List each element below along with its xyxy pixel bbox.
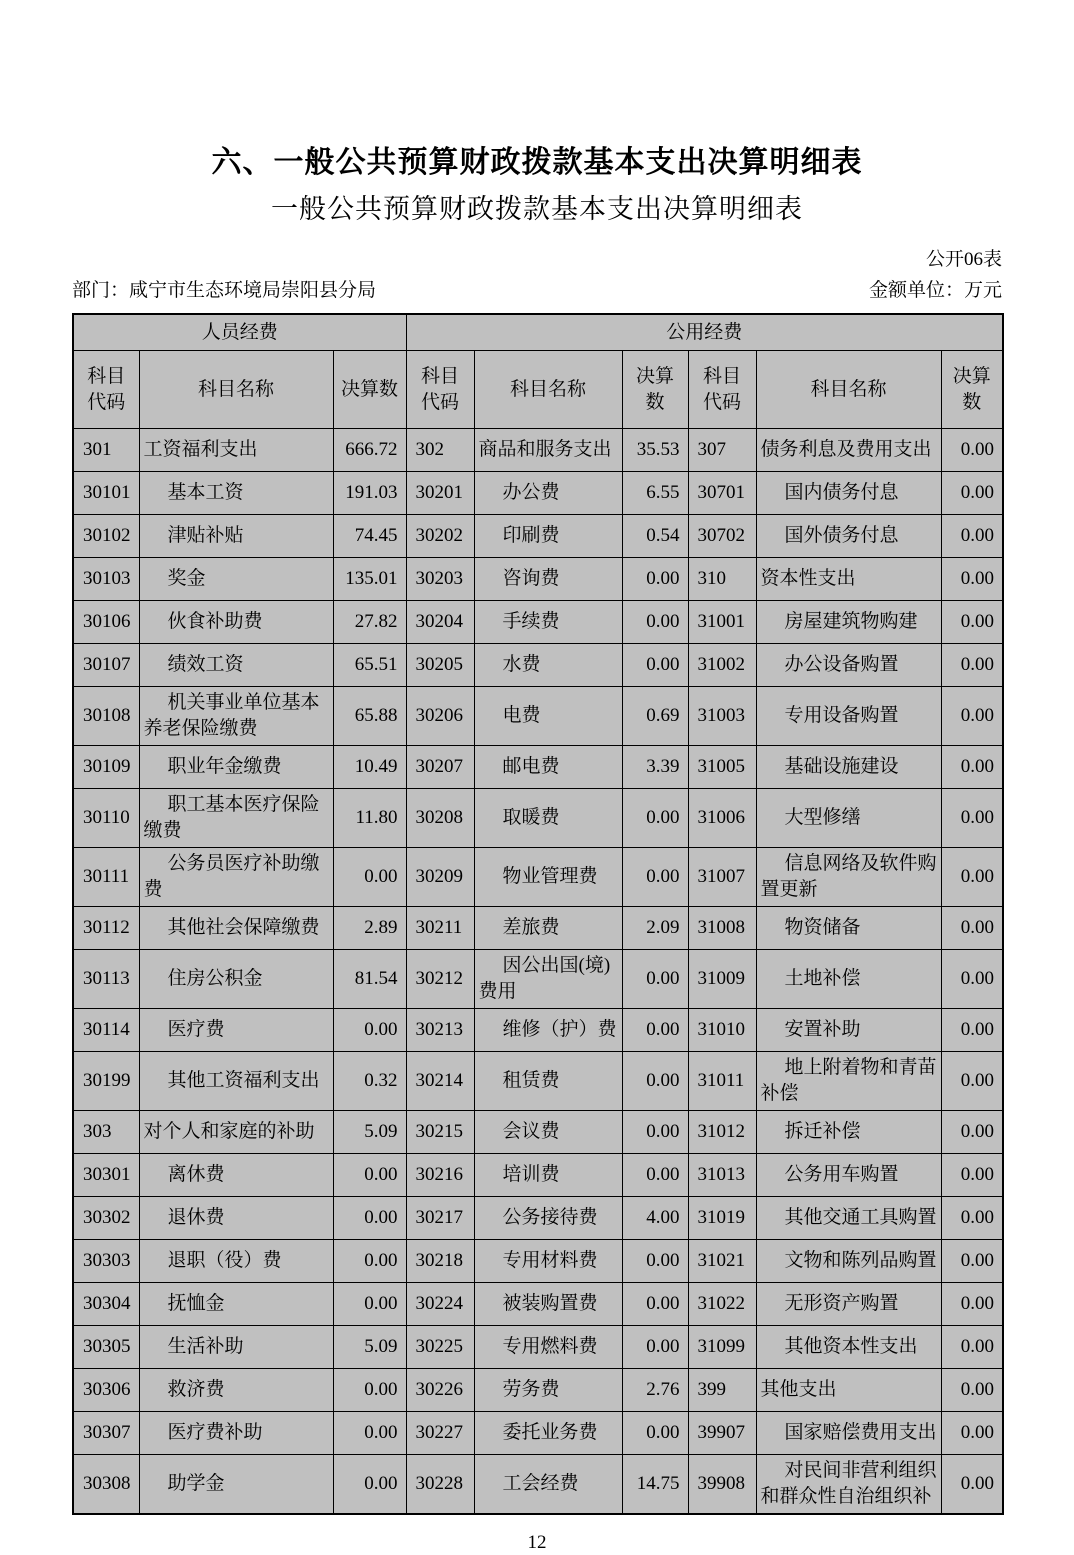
- code-cell: 30702: [688, 515, 756, 558]
- code-cell: 30228: [406, 1455, 474, 1515]
- table-row: [73, 601, 1003, 644]
- col-header-code-label: 科目代码: [87, 365, 126, 413]
- name-cell: 专用设备购置: [756, 687, 941, 746]
- value-cell: 0.00: [941, 472, 1003, 515]
- value-cell: 0.00: [622, 1283, 688, 1326]
- value-cell: 0.00: [622, 1052, 688, 1111]
- name-cell: 物业管理费: [474, 848, 622, 907]
- col-header-value-label: 决算数: [952, 365, 991, 413]
- name-cell: 专用燃料费: [474, 1326, 622, 1369]
- code-cell: 30701: [688, 472, 756, 515]
- name-cell: 伙食补助费: [139, 601, 333, 644]
- code-cell: 31003: [688, 687, 756, 746]
- code-cell: 30305: [73, 1326, 139, 1369]
- code-cell: 30109: [73, 746, 139, 789]
- meta-line: [72, 279, 1002, 303]
- name-cell: 医疗费补助: [139, 1412, 333, 1455]
- name-cell: 房屋建筑物购建: [756, 601, 941, 644]
- col-header-code-label: 科目代码: [421, 365, 460, 413]
- code-cell: 30102: [73, 515, 139, 558]
- value-cell: 0.00: [941, 1111, 1003, 1154]
- name-cell: 绩效工资: [139, 644, 333, 687]
- table-row: [73, 1455, 1003, 1515]
- code-cell: 30108: [73, 687, 139, 746]
- name-cell: 专用材料费: [474, 1240, 622, 1283]
- code-cell: 30211: [406, 907, 474, 950]
- code-cell: 30209: [406, 848, 474, 907]
- code-cell: 30207: [406, 746, 474, 789]
- code-cell: 30206: [406, 687, 474, 746]
- code-cell: 30202: [406, 515, 474, 558]
- code-cell: 30201: [406, 472, 474, 515]
- col-header-code-label: 科目代码: [703, 365, 742, 413]
- col-header-name: 科目名称: [139, 351, 333, 429]
- unit-label: 金额单位：万元: [868, 280, 1002, 301]
- table-row: [73, 687, 1003, 746]
- code-cell: 30110: [73, 789, 139, 848]
- department-label: 部门：咸宁市生态环境局崇阳县分局: [72, 280, 377, 301]
- value-cell: 0.00: [333, 1283, 406, 1326]
- col-header-name: 科目名称: [474, 351, 622, 429]
- value-cell: 5.09: [333, 1326, 406, 1369]
- name-cell: 资本性支出: [756, 558, 941, 601]
- value-cell: 0.00: [941, 950, 1003, 1009]
- value-cell: 2.76: [622, 1369, 688, 1412]
- name-cell: 基本工资: [139, 472, 333, 515]
- name-cell: 退休费: [139, 1197, 333, 1240]
- name-cell: 无形资产购置: [756, 1283, 941, 1326]
- name-cell: 职业年金缴费: [139, 746, 333, 789]
- value-cell: 0.00: [333, 1369, 406, 1412]
- code-cell: 30199: [73, 1052, 139, 1111]
- value-cell: 0.00: [941, 1283, 1003, 1326]
- code-cell: 30218: [406, 1240, 474, 1283]
- table-row: [73, 950, 1003, 1009]
- code-cell: 30212: [406, 950, 474, 1009]
- value-cell: 4.00: [622, 1197, 688, 1240]
- value-cell: 81.54: [333, 950, 406, 1009]
- table-row: [73, 644, 1003, 687]
- value-cell: 0.00: [941, 789, 1003, 848]
- name-cell: 债务利息及费用支出: [756, 429, 941, 472]
- value-cell: 135.01: [333, 558, 406, 601]
- value-cell: 0.00: [622, 644, 688, 687]
- name-cell: 安置补助: [756, 1009, 941, 1052]
- name-cell: 邮电费: [474, 746, 622, 789]
- value-cell: 0.00: [333, 1412, 406, 1455]
- value-cell: 65.51: [333, 644, 406, 687]
- code-cell: 30114: [73, 1009, 139, 1052]
- name-cell: 大型修缮: [756, 789, 941, 848]
- value-cell: 0.00: [941, 1197, 1003, 1240]
- value-cell: 0.00: [941, 687, 1003, 746]
- page-subtitle: 一般公共预算财政拨款基本支出决算明细表: [271, 194, 803, 224]
- code-cell: 30217: [406, 1197, 474, 1240]
- code-cell: 31006: [688, 789, 756, 848]
- code-cell: 301: [73, 429, 139, 472]
- table-body: [73, 429, 1003, 1515]
- code-cell: 30307: [73, 1412, 139, 1455]
- name-cell: 基础设施建设: [756, 746, 941, 789]
- col-header-value: 决算数: [333, 351, 406, 429]
- name-cell: 离休费: [139, 1154, 333, 1197]
- name-cell: 培训费: [474, 1154, 622, 1197]
- value-cell: 27.82: [333, 601, 406, 644]
- name-cell: 会议费: [474, 1111, 622, 1154]
- value-cell: 0.00: [333, 1455, 406, 1515]
- value-cell: 0.00: [941, 644, 1003, 687]
- name-cell: 办公费: [474, 472, 622, 515]
- code-cell: 31009: [688, 950, 756, 1009]
- table-row: [73, 1412, 1003, 1455]
- value-cell: 0.00: [622, 601, 688, 644]
- value-cell: 0.00: [941, 907, 1003, 950]
- name-cell: 手续费: [474, 601, 622, 644]
- value-cell: 0.00: [333, 1240, 406, 1283]
- value-cell: 3.39: [622, 746, 688, 789]
- value-cell: 0.00: [622, 950, 688, 1009]
- value-cell: 0.00: [941, 746, 1003, 789]
- name-cell: 取暖费: [474, 789, 622, 848]
- name-cell: 奖金: [139, 558, 333, 601]
- value-cell: 0.00: [333, 1009, 406, 1052]
- page-title: 六、一般公共预算财政拨款基本支出决算明细表: [211, 146, 863, 179]
- code-cell: 30216: [406, 1154, 474, 1197]
- name-cell: 土地补偿: [756, 950, 941, 1009]
- name-cell: 公务员医疗补助缴费: [139, 848, 333, 907]
- name-cell: 工会经费: [474, 1455, 622, 1515]
- code-cell: 31005: [688, 746, 756, 789]
- value-cell: 0.00: [333, 1197, 406, 1240]
- table-row: [73, 1369, 1003, 1412]
- table-row: [73, 1326, 1003, 1369]
- value-cell: 14.75: [622, 1455, 688, 1515]
- value-cell: 11.80: [333, 789, 406, 848]
- value-cell: 0.00: [941, 848, 1003, 907]
- code-cell: 39908: [688, 1455, 756, 1515]
- code-cell: 30308: [73, 1455, 139, 1515]
- value-cell: 0.00: [622, 1412, 688, 1455]
- table-row: [73, 746, 1003, 789]
- value-cell: 0.00: [622, 1009, 688, 1052]
- code-cell: 39907: [688, 1412, 756, 1455]
- value-cell: 2.89: [333, 907, 406, 950]
- name-cell: 信息网络及软件购置更新: [756, 848, 941, 907]
- code-cell: 31011: [688, 1052, 756, 1111]
- col-header-code: [73, 351, 139, 429]
- code-cell: 31022: [688, 1283, 756, 1326]
- name-cell: 水费: [474, 644, 622, 687]
- code-cell: 30301: [73, 1154, 139, 1197]
- value-cell: 0.00: [941, 1240, 1003, 1283]
- col-header-code: [688, 351, 756, 429]
- code-cell: 30107: [73, 644, 139, 687]
- code-cell: 30103: [73, 558, 139, 601]
- value-cell: 0.00: [941, 515, 1003, 558]
- value-cell: 6.55: [622, 472, 688, 515]
- name-cell: 职工基本医疗保险缴费: [139, 789, 333, 848]
- code-cell: 30214: [406, 1052, 474, 1111]
- code-cell: 30203: [406, 558, 474, 601]
- code-cell: 307: [688, 429, 756, 472]
- code-cell: 399: [688, 1369, 756, 1412]
- name-cell: 公务用车购置: [756, 1154, 941, 1197]
- table-row: [73, 558, 1003, 601]
- value-cell: 0.54: [622, 515, 688, 558]
- name-cell: 地上附着物和青苗补偿: [756, 1052, 941, 1111]
- table-row: [73, 1154, 1003, 1197]
- group-header-personnel: 人员经费: [73, 314, 406, 351]
- name-cell: 公务接待费: [474, 1197, 622, 1240]
- code-cell: 30215: [406, 1111, 474, 1154]
- table-row: [73, 1240, 1003, 1283]
- name-cell: 对个人和家庭的补助: [139, 1111, 333, 1154]
- code-cell: 31007: [688, 848, 756, 907]
- name-cell: 退职（役）费: [139, 1240, 333, 1283]
- value-cell: 10.49: [333, 746, 406, 789]
- code-cell: 31010: [688, 1009, 756, 1052]
- value-cell: 0.00: [941, 1412, 1003, 1455]
- name-cell: 救济费: [139, 1369, 333, 1412]
- value-cell: 666.72: [333, 429, 406, 472]
- table-row: [73, 789, 1003, 848]
- value-cell: 35.53: [622, 429, 688, 472]
- table-code-label: 公开06表: [925, 249, 1002, 270]
- value-cell: 74.45: [333, 515, 406, 558]
- code-cell: 31013: [688, 1154, 756, 1197]
- name-cell: 维修（护）费: [474, 1009, 622, 1052]
- value-cell: 0.00: [941, 1326, 1003, 1369]
- table-row: [73, 1009, 1003, 1052]
- code-cell: 30227: [406, 1412, 474, 1455]
- value-cell: 0.00: [941, 1455, 1003, 1515]
- col-header-value-label: 决算数: [636, 365, 675, 413]
- name-cell: 医疗费: [139, 1009, 333, 1052]
- value-cell: 0.00: [622, 789, 688, 848]
- name-cell: 其他社会保障缴费: [139, 907, 333, 950]
- table-row: [73, 907, 1003, 950]
- name-cell: 物资储备: [756, 907, 941, 950]
- table-row: [73, 1197, 1003, 1240]
- name-cell: 住房公积金: [139, 950, 333, 1009]
- name-cell: 其他工资福利支出: [139, 1052, 333, 1111]
- value-cell: 0.00: [941, 1009, 1003, 1052]
- name-cell: 电费: [474, 687, 622, 746]
- column-header-row: [73, 351, 1003, 429]
- name-cell: 机关事业单位基本养老保险缴费: [139, 687, 333, 746]
- name-cell: 办公设备购置: [756, 644, 941, 687]
- code-cell: 30111: [73, 848, 139, 907]
- name-cell: 劳务费: [474, 1369, 622, 1412]
- value-cell: 0.00: [622, 848, 688, 907]
- table-row: [73, 1111, 1003, 1154]
- code-cell: 30101: [73, 472, 139, 515]
- value-cell: 0.69: [622, 687, 688, 746]
- name-cell: 拆迁补偿: [756, 1111, 941, 1154]
- col-header-value: [941, 351, 1003, 429]
- value-cell: 2.09: [622, 907, 688, 950]
- value-cell: 191.03: [333, 472, 406, 515]
- code-cell: 303: [73, 1111, 139, 1154]
- value-cell: 0.00: [941, 1154, 1003, 1197]
- name-cell: 抚恤金: [139, 1283, 333, 1326]
- col-header-code: [406, 351, 474, 429]
- budget-detail-table: [72, 313, 1004, 1515]
- table-row: [73, 1052, 1003, 1111]
- name-cell: 工资福利支出: [139, 429, 333, 472]
- code-cell: 30113: [73, 950, 139, 1009]
- value-cell: 0.00: [941, 1369, 1003, 1412]
- name-cell: 津贴补贴: [139, 515, 333, 558]
- table-row: [73, 515, 1003, 558]
- code-cell: 30208: [406, 789, 474, 848]
- value-cell: 0.00: [333, 848, 406, 907]
- code-cell: 31008: [688, 907, 756, 950]
- name-cell: 咨询费: [474, 558, 622, 601]
- name-cell: 租赁费: [474, 1052, 622, 1111]
- name-cell: 因公出国(境)费用: [474, 950, 622, 1009]
- name-cell: 其他交通工具购置: [756, 1197, 941, 1240]
- code-cell: 30204: [406, 601, 474, 644]
- code-cell: 310: [688, 558, 756, 601]
- name-cell: 文物和陈列品购置: [756, 1240, 941, 1283]
- value-cell: 0.00: [941, 429, 1003, 472]
- value-cell: 0.00: [622, 1154, 688, 1197]
- value-cell: 0.00: [622, 1240, 688, 1283]
- value-cell: 65.88: [333, 687, 406, 746]
- code-cell: 30112: [73, 907, 139, 950]
- code-cell: 31002: [688, 644, 756, 687]
- name-cell: 印刷费: [474, 515, 622, 558]
- col-header-value: [622, 351, 688, 429]
- value-cell: 0.00: [622, 1326, 688, 1369]
- name-cell: 商品和服务支出: [474, 429, 622, 472]
- group-header-row: [73, 314, 1003, 351]
- value-cell: 0.00: [941, 558, 1003, 601]
- code-cell: 30213: [406, 1009, 474, 1052]
- value-cell: 0.00: [941, 601, 1003, 644]
- code-cell: 31012: [688, 1111, 756, 1154]
- name-cell: 国外债务付息: [756, 515, 941, 558]
- name-cell: 对民间非营利组织和群众性自治组织补: [756, 1455, 941, 1515]
- page-number: 12: [527, 1532, 547, 1553]
- code-cell: 31021: [688, 1240, 756, 1283]
- table-row: [73, 429, 1003, 472]
- value-cell: 0.00: [622, 1111, 688, 1154]
- name-cell: 生活补助: [139, 1326, 333, 1369]
- code-cell: 30226: [406, 1369, 474, 1412]
- code-cell: 30224: [406, 1283, 474, 1326]
- value-cell: 0.32: [333, 1052, 406, 1111]
- name-cell: 差旅费: [474, 907, 622, 950]
- value-cell: 0.00: [333, 1154, 406, 1197]
- name-cell: 其他支出: [756, 1369, 941, 1412]
- code-cell: 30225: [406, 1326, 474, 1369]
- group-header-public: 公用经费: [406, 314, 1003, 351]
- name-cell: 国内债务付息: [756, 472, 941, 515]
- code-cell: 31001: [688, 601, 756, 644]
- code-cell: 30304: [73, 1283, 139, 1326]
- code-cell: 30205: [406, 644, 474, 687]
- name-cell: 国家赔偿费用支出: [756, 1412, 941, 1455]
- name-cell: 其他资本性支出: [756, 1326, 941, 1369]
- value-cell: 0.00: [622, 558, 688, 601]
- value-cell: 0.00: [941, 1052, 1003, 1111]
- col-header-name: 科目名称: [756, 351, 941, 429]
- name-cell: 委托业务费: [474, 1412, 622, 1455]
- name-cell: 助学金: [139, 1455, 333, 1515]
- table-row: [73, 848, 1003, 907]
- name-cell: 被装购置费: [474, 1283, 622, 1326]
- code-cell: 30306: [73, 1369, 139, 1412]
- code-cell: 30302: [73, 1197, 139, 1240]
- code-cell: 30303: [73, 1240, 139, 1283]
- code-cell: 30106: [73, 601, 139, 644]
- code-cell: 31099: [688, 1326, 756, 1369]
- table-row: [73, 1283, 1003, 1326]
- code-cell: 31019: [688, 1197, 756, 1240]
- value-cell: 5.09: [333, 1111, 406, 1154]
- code-cell: 302: [406, 429, 474, 472]
- table-row: [73, 472, 1003, 515]
